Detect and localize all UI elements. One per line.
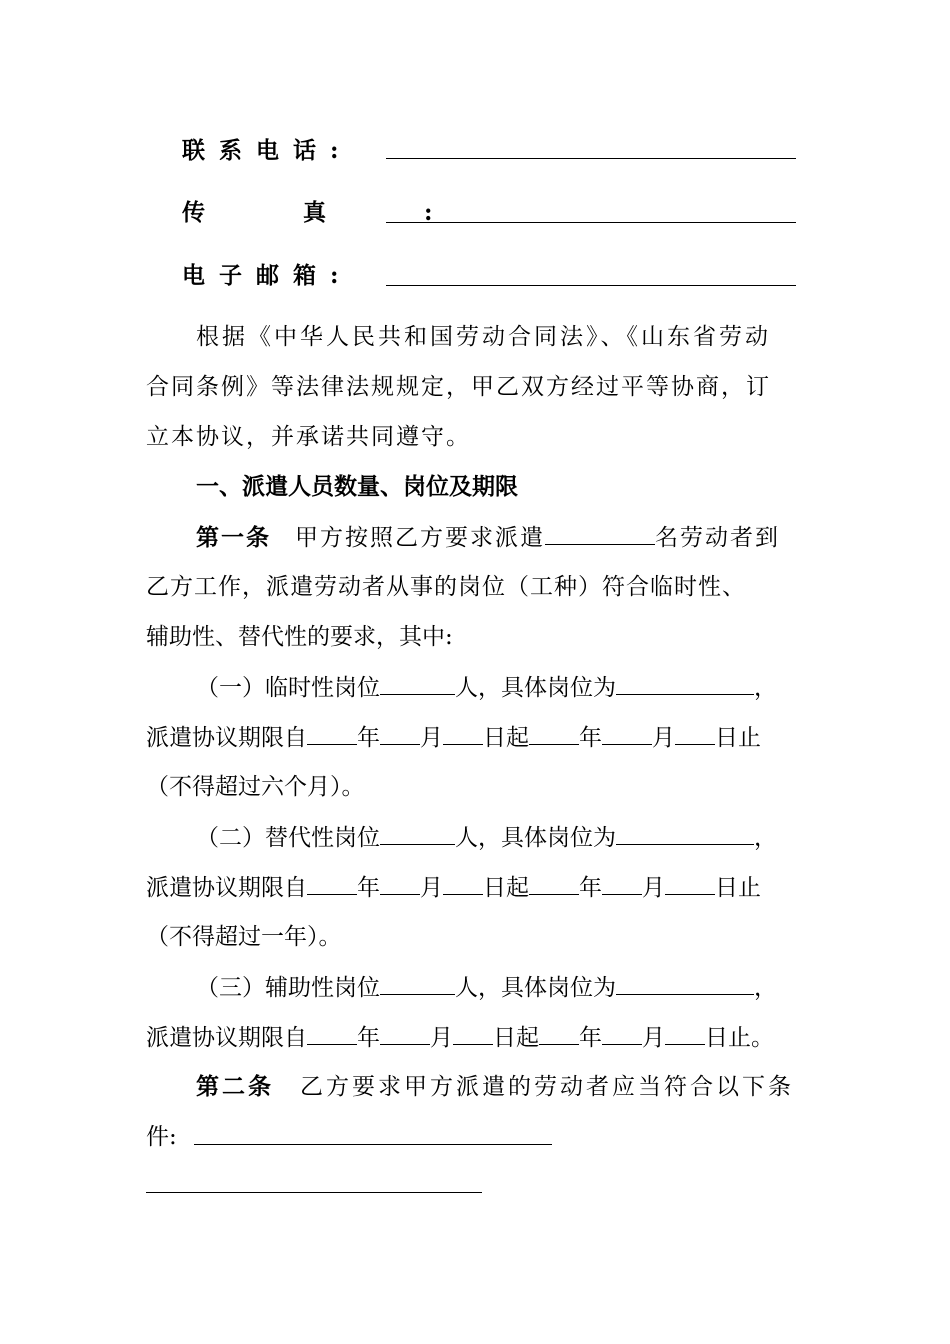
- item-1-note: （不得超过六个月）。: [146, 774, 365, 800]
- email-field-line[interactable]: [386, 285, 796, 286]
- article-1-line-1: [196, 522, 780, 553]
- day-start-text: 日起: [483, 725, 529, 751]
- item-3-line-1: [196, 972, 777, 1003]
- item-3-position-blank[interactable]: [616, 972, 754, 995]
- item-1-start-day-blank[interactable]: [443, 722, 483, 745]
- item-1-line-2: [146, 722, 761, 753]
- month-text: 月: [642, 1025, 665, 1051]
- item-3-line-2: [146, 1022, 774, 1053]
- item-3-people-text: 人，具体岗位为: [455, 975, 616, 1001]
- article-2-line-1: [196, 1072, 794, 1102]
- article-1-label: 第一条: [196, 524, 271, 551]
- day-end-text: 日止: [715, 875, 761, 901]
- item-3-end-month-blank[interactable]: [602, 1022, 642, 1045]
- item-2-period-prefix: 派遣协议期限自: [146, 875, 307, 901]
- item-1-people-text: 人，具体岗位为: [455, 675, 616, 701]
- item-1-comma: ，: [754, 675, 777, 701]
- item-3-end-year-blank[interactable]: [539, 1022, 579, 1045]
- item-1-start-year-blank[interactable]: [307, 722, 357, 745]
- fax-label: 传真:: [182, 199, 531, 226]
- article-2-label: 第二条: [196, 1073, 274, 1100]
- item-2-end-month-blank[interactable]: [602, 872, 642, 895]
- item-1-position-blank[interactable]: [616, 672, 754, 695]
- item-2-position-blank[interactable]: [616, 822, 754, 845]
- article-1-line-3: 辅助性、替代性的要求，其中:: [146, 624, 453, 650]
- item-2-line-2: [146, 872, 761, 903]
- conditions-blank-2[interactable]: [146, 1192, 482, 1193]
- month-text: 月: [420, 875, 443, 901]
- item-2-people-text: 人，具体岗位为: [455, 825, 616, 851]
- item-1-end-day-blank[interactable]: [675, 722, 715, 745]
- month-text: 月: [420, 725, 443, 751]
- item-2-start-day-blank[interactable]: [443, 872, 483, 895]
- item-2-people-blank[interactable]: [380, 822, 455, 845]
- item-2-line-1: [196, 822, 777, 853]
- article-1-text-b: 名劳动者到: [655, 525, 780, 551]
- section-heading: 一、派遣人员数量、岗位及期限: [196, 473, 518, 500]
- month-text: 月: [652, 725, 675, 751]
- year-text: 年: [579, 875, 602, 901]
- item-3-comma: ，: [754, 975, 777, 1001]
- intro-line-2: 合同条例》等法律法规规定，甲乙双方经过平等协商，订: [146, 374, 771, 400]
- item-2-end-day-blank[interactable]: [665, 872, 715, 895]
- month-text: 月: [642, 875, 665, 901]
- article-1-line-2: 乙方工作，派遣劳动者从事的岗位（工种）符合临时性、: [146, 574, 746, 600]
- item-2-prefix: （二）替代性岗位: [196, 825, 380, 851]
- intro-line-1: 根据《中华人民共和国劳动合同法》、《山东省劳动: [196, 324, 771, 350]
- day-end-text: 日止: [715, 725, 761, 751]
- article-1-text-a: 甲方按照乙方要求派遣: [295, 525, 545, 551]
- year-text: 年: [579, 1025, 602, 1051]
- year-text: 年: [357, 725, 380, 751]
- item-1-line-1: [196, 672, 777, 703]
- item-1-end-month-blank[interactable]: [602, 722, 652, 745]
- article-2-line-2: [146, 1122, 177, 1152]
- item-2-note: （不得超过一年）。: [146, 924, 342, 950]
- item-2-end-year-blank[interactable]: [529, 872, 579, 895]
- email-label: 电子邮箱:: [182, 262, 353, 289]
- item-3-start-year-blank[interactable]: [307, 1022, 357, 1045]
- item-3-period-prefix: 派遣协议期限自: [146, 1025, 307, 1051]
- conditions-blank-1[interactable]: [194, 1144, 552, 1145]
- fax-field-line[interactable]: [386, 222, 796, 223]
- year-text: 年: [357, 1025, 380, 1051]
- article-2-conditions-label: 件:: [146, 1124, 177, 1150]
- article-2-text: 乙方要求甲方派遣的劳动者应当符合以下条: [300, 1074, 794, 1100]
- day-start-text: 日起: [483, 875, 529, 901]
- item-3-end-day-blank[interactable]: [665, 1022, 705, 1045]
- dispatch-count-blank[interactable]: [545, 522, 655, 545]
- item-2-comma: ，: [754, 825, 777, 851]
- item-2-start-month-blank[interactable]: [380, 872, 420, 895]
- item-1-period-prefix: 派遣协议期限自: [146, 725, 307, 751]
- day-end-text: 日止。: [705, 1025, 774, 1051]
- item-3-prefix: （三）辅助性岗位: [196, 975, 380, 1001]
- item-1-people-blank[interactable]: [380, 672, 455, 695]
- item-3-start-day-blank[interactable]: [453, 1022, 493, 1045]
- day-start-text: 日起: [493, 1025, 539, 1051]
- item-1-end-year-blank[interactable]: [529, 722, 579, 745]
- intro-line-3: 立本协议，并承诺共同遵守。: [146, 424, 471, 450]
- month-text: 月: [430, 1025, 453, 1051]
- year-text: 年: [357, 875, 380, 901]
- phone-field-line[interactable]: [386, 158, 796, 159]
- item-2-start-year-blank[interactable]: [307, 872, 357, 895]
- item-3-people-blank[interactable]: [380, 972, 455, 995]
- item-1-prefix: （一）临时性岗位: [196, 675, 380, 701]
- item-1-start-month-blank[interactable]: [380, 722, 420, 745]
- year-text: 年: [579, 725, 602, 751]
- phone-label: 联系电话:: [182, 137, 353, 164]
- item-3-start-month-blank[interactable]: [380, 1022, 430, 1045]
